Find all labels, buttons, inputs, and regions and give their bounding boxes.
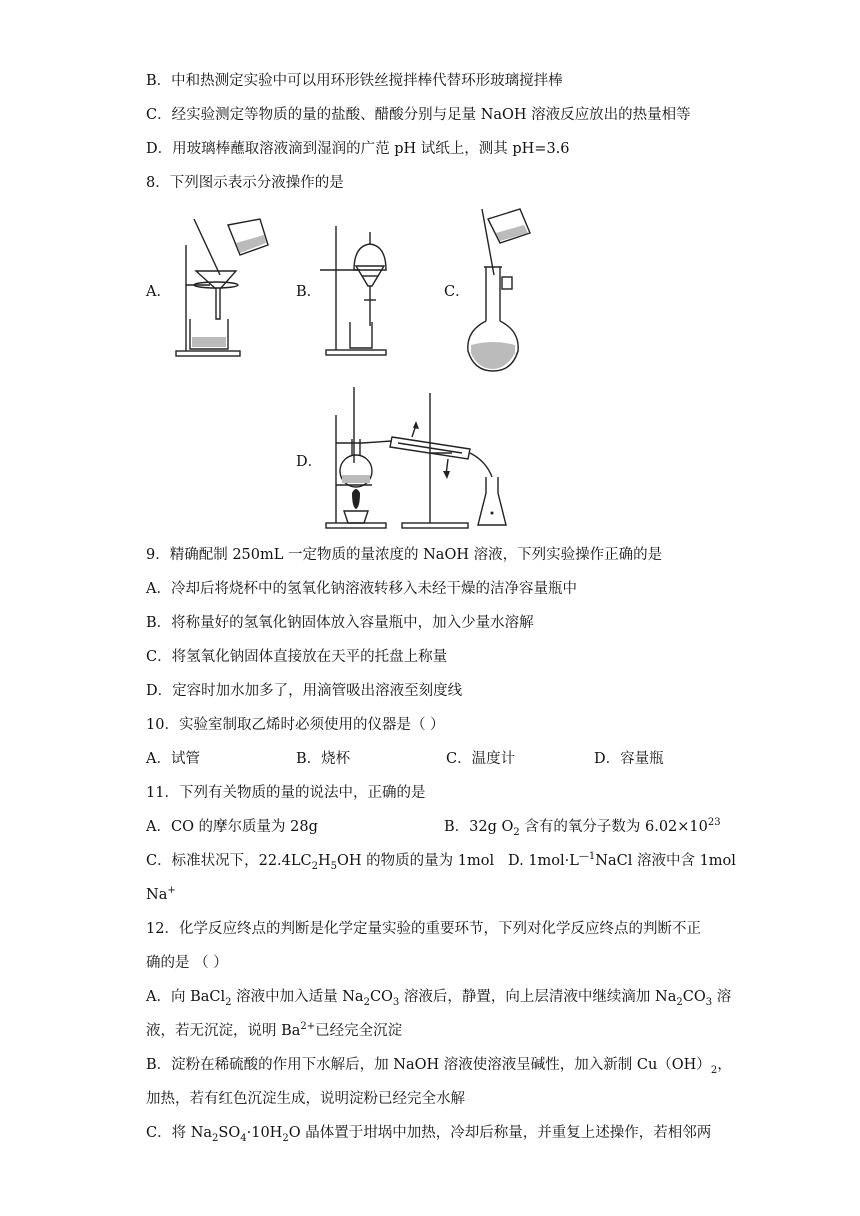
q7-option-c: C．经实验测定等物质的量的盐酸、醋酸分别与足量 NaOH 溶液反应放出的热量相等 xyxy=(146,107,691,123)
q12-stem-line1: 12．化学反应终点的判断是化学定量实验的重要环节，下列对化学反应终点的判断不正 xyxy=(146,921,701,937)
q12-option-a-line2: 液，若无沉淀，说明 $Ba^{2+}$已经完全沉淀 xyxy=(146,1021,403,1039)
q9-option-a: A．冷却后将烧杯中的氢氧化钠溶液转移入未经干燥的洁净容量瓶中 xyxy=(146,581,577,597)
q11-option-d-continued: Na+ xyxy=(146,885,176,903)
q9-option-c: C．将氢氧化钠固体直接放在天平的托盘上称量 xyxy=(146,649,448,665)
q8-label-a: A． xyxy=(146,284,171,300)
q10-option-c: C．温度计 xyxy=(446,751,516,767)
q12-option-b-line2: 加热，若有红色沉淀生成，说明淀粉已经完全水解 xyxy=(146,1091,465,1107)
q8-label-c: C． xyxy=(444,284,470,300)
q12-option-a-line1: A．向 BaCl$_2$ 溶液中加入适量 $Na_2CO_3$ 溶液后，静置，向上层清液中继续滴加 $Na_2CO_3$ 溶 xyxy=(146,989,732,1008)
q10-option-a: A．试管 xyxy=(146,751,200,767)
q12-stem-line2: 确的是 （ ） xyxy=(146,955,228,971)
q10-option-b: B．烧杯 xyxy=(296,751,351,767)
q8-label-b: B． xyxy=(296,284,322,300)
q9-option-b: B．将称量好的氢氧化钠固体放入容量瓶中，加入少量水溶解 xyxy=(146,615,534,631)
q11-stem: 11．下列有关物质的量的说法中，正确的是 xyxy=(146,785,426,801)
q8-stem: 8．下列图示表示分液操作的是 xyxy=(146,175,344,191)
q11-option-d: D. $1mol\cdot L^{—1}NaCl$ 溶液中含 1mol xyxy=(508,851,736,869)
q11-option-a: A．CO 的摩尔质量为 28g xyxy=(146,819,318,835)
volumetric-flask-figure xyxy=(466,205,556,375)
q10-option-d: D．容量瓶 xyxy=(594,751,664,767)
q11-option-c: C．标准状况下，$22.4LC_2H_5OH$ 的物质的量为 1mol xyxy=(146,853,495,872)
q10-stem: 10．实验室制取乙烯时必须使用的仪器是（ ） xyxy=(146,717,445,733)
q7-option-d: D．用玻璃棒蘸取溶液滴到湿润的广范 pH 试纸上，测其 pH=3.6 xyxy=(146,141,570,157)
q9-stem: 9．精确配制 250mL 一定物质的量浓度的 NaOH 溶液，下列实验操作正确的是 xyxy=(146,547,663,563)
q7-option-b: B．中和热测定实验中可以用环形铁丝搅拌棒代替环形玻璃搅拌棒 xyxy=(146,73,563,89)
q12-option-b-line1: B．淀粉在稀硫酸的作用下水解后，加 NaOH 溶液使溶液呈碱性，加入新制 $Cu(OH)_2$， xyxy=(146,1057,732,1076)
q9-option-d: D．定容时加水加多了，用滴管吸出溶液至刻度线 xyxy=(146,683,463,699)
distillation-apparatus-figure xyxy=(322,385,542,535)
q8-label-d: D． xyxy=(296,454,323,470)
filtration-apparatus-figure xyxy=(170,215,280,365)
q11-option-b: B．32g $O_2$ 含有的氧分子数为 $6.02\times 10^{23}$ xyxy=(444,817,721,838)
separatory-funnel-apparatus-figure xyxy=(320,222,400,362)
q12-option-c-line1: C．将 $Na_2SO_4\cdot 10H_2O$ 晶体置于坩埚中加热，冷却后称量，并重复上述操作，若相邻两 xyxy=(146,1125,712,1144)
